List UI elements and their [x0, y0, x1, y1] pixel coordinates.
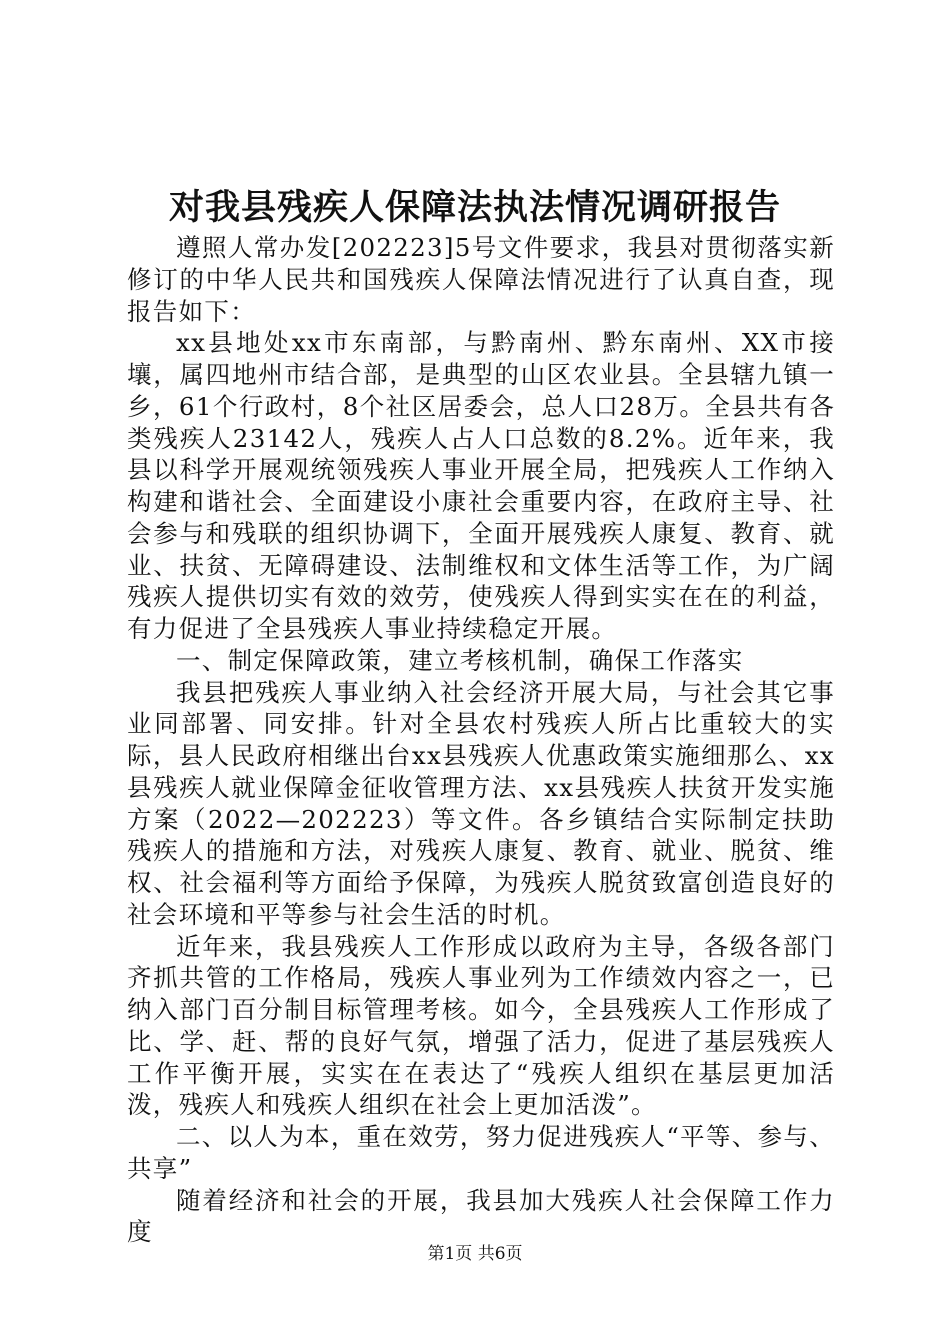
work-pattern-paragraph: 近年来，我县残疾人工作形成以政府为主导，各级各部门齐抓共管的工作格局，残疾人事业列为工作绩效内容之一，已纳入部门百分制目标管理考核。如今，全县残疾人工作形成了比、学、赶、帮的良好气氛，增强了活力，促进了基层残疾人工作平衡开展，实实在在表达了“残疾人组织在基层更加活泼，残疾人和残疾人组织在社会上更加活泼”。	[127, 931, 835, 1120]
intro-paragraph: 遵照人常办发[202223]5号文件要求，我县对贯彻落实新修订的中华人民共和国残疾人保障法情况进行了认真自查，现报告如下：	[127, 233, 835, 326]
county-overview-paragraph: xx县地处xx市东南部，与黔南州、黔东南州、XX市接壤，属四地州市结合部，是典型的山区农业县。全县辖九镇一乡，61个行政村，8个社区居委会，总人口28万。全县共有各类残疾人23142人，残疾人占人口总数的8.2%。近年来，我县以科学开展观统领残疾人事业开展全局，把残疾人工作纳入构建和谐社会、全面建设小康社会重要内容，在政府主导、社会参与和残联的组织协调下，全面开展残疾人康复、教育、就业、扶贫、无障碍建设、法制维权和文体生活等工作，为广阔残疾人提供切实有效的效劳，使残疾人得到实实在在的利益，有力促进了全县残疾人事业持续稳定开展。	[127, 328, 835, 643]
document-title: 对我县残疾人保障法执法情况调研报告	[168, 187, 781, 228]
document-body	[127, 232, 835, 1248]
section-heading-2: 二、以人为本，重在效劳，努力促进残疾人“平等、参与、共享”	[127, 1122, 835, 1183]
section-heading-1: 一、制定保障政策，建立考核机制，确保工作落实	[176, 645, 744, 675]
policy-paragraph: 我县把残疾人事业纳入社会经济开展大局，与社会其它事业同部署、同安排。针对全县农村残疾人所占比重较大的实际，县人民政府相继出台xx县残疾人优惠政策实施细那么、xx县残疾人就业保障金征收管理方法、xx县残疾人扶贫开发实施方案（2022—202223）等文件。各乡镇结合实际制定扶助残疾人的措施和方法，对残疾人康复、教育、就业、脱贫、维权、社会福利等方面给予保障，为残疾人脱贫致富创造良好的社会环境和平等参与社会生活的时机。	[127, 677, 835, 929]
page-number-footer: 第1页 共6页	[427, 1244, 523, 1264]
social-security-paragraph: 随着经济和社会的开展，我县加大残疾人社会保障工作力度	[127, 1185, 835, 1247]
